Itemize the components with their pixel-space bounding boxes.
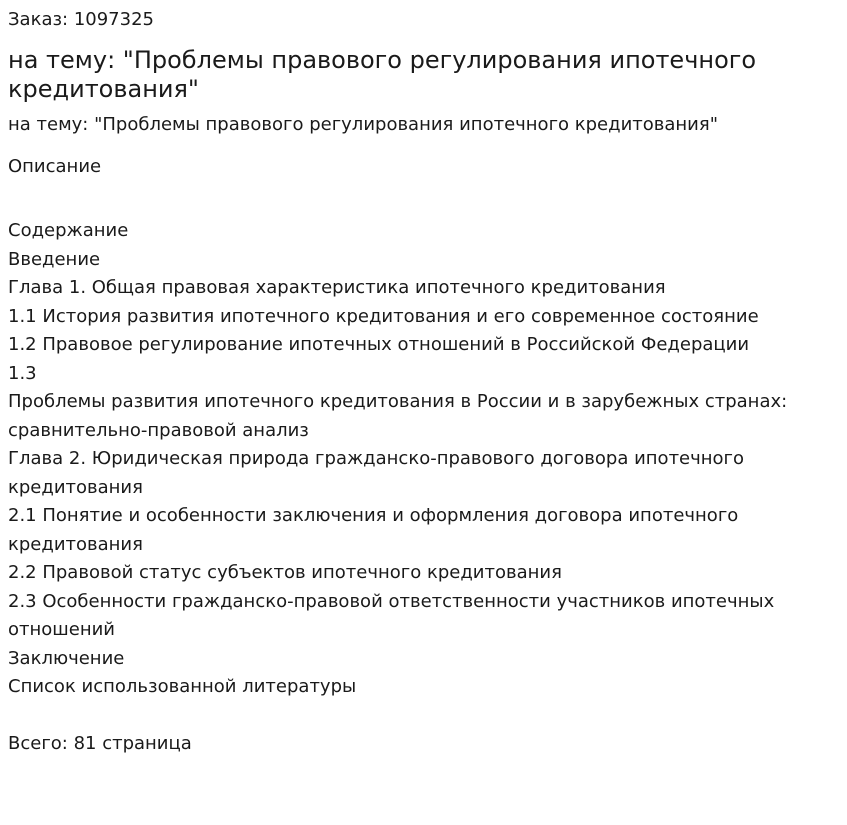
toc-item: Содержание [8,220,129,241]
toc-item: 2.3 Особенности гражданско-правовой ответственности участников ипотечных отношений [8,590,775,640]
description-heading: Описание [8,156,102,177]
toc-item: Глава 1. Общая правовая характеристика ипотечного кредитования [8,277,666,298]
toc-item: Проблемы развития ипотечного кредитования в России и в зарубежных странах: сравнительно-правовой анализ [8,391,788,441]
table-of-contents [8,217,839,702]
toc-item: 1.3 [8,362,37,384]
toc-item: 1.1 История развития ипотечного кредитования и его современное состояние [8,305,759,327]
document-title: на тему: "Проблемы правового регулирования ипотечного кредитования" [8,46,757,103]
toc-item: Глава 2. Юридическая природа гражданско-правового договора ипотечного кредитования [8,448,745,498]
document-subtitle: на тему: "Проблемы правового регулирования ипотечного кредитования" [8,114,718,135]
toc-item: 1.2 Правовое регулирование ипотечных отношений в Российской Федерации [8,334,750,355]
toc-item: 2.1 Понятие и особенности заключения и оформления договора ипотечного кредитования [8,505,739,555]
total-pages: Всего: 81 страница [8,732,192,754]
order-number: Заказ: 1097325 [8,9,154,30]
toc-item: 2.2 Правовой статус субъектов ипотечного кредитования [8,562,562,583]
toc-item: Список использованной литературы [8,676,357,697]
toc-item: Заключение [8,647,125,669]
toc-item: Введение [8,248,101,270]
